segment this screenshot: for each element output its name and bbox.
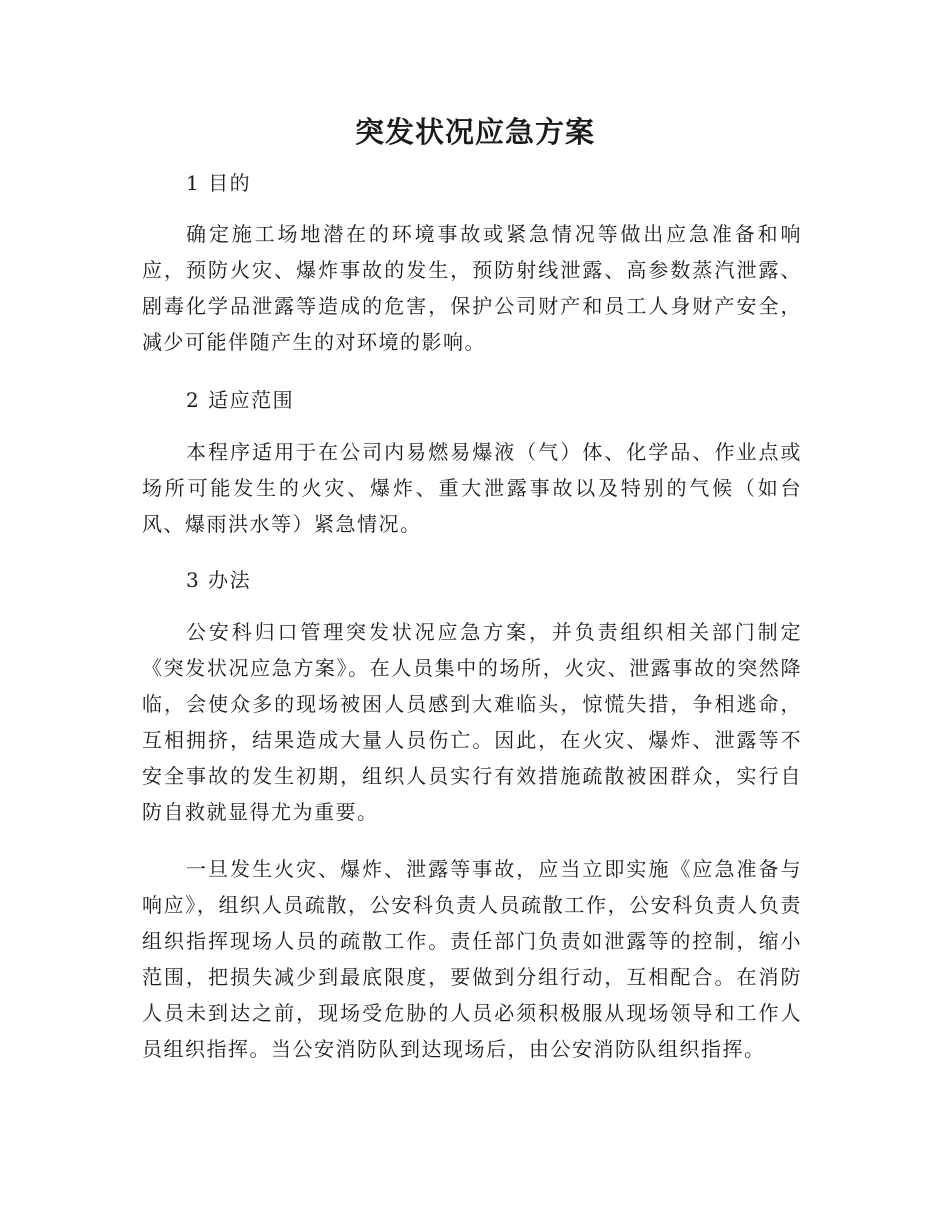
document-title: 突发状况应急方案 xyxy=(354,115,595,149)
section-heading-scope: 2 适应范围 xyxy=(186,388,295,412)
paragraph-scope: 本程序适用于在公司内易燃易爆液（气）体、化学品、作业点或场所可能发生的火灾、爆炸、重大泄露事故以及特别的气候（如台风、爆雨洪水等）紧急情况。 xyxy=(142,440,802,536)
paragraph-purpose: 确定施工场地潜在的环境事故或紧急情况等做出应急准备和响应，预防火灾、爆炸事故的发生，预防射线泄露、高参数蒸汽泄露、剧毒化学品泄露等造成的危害，保护公司财产和员工人身财产安全，减少可能伴随产生的对环境的影响。 xyxy=(142,222,802,354)
paragraph-method-2: 一旦发生火灾、爆炸、泄露等事故，应当立即实施《应急准备与响应》，组织人员疏散，公安科负责人员疏散工作，公安科负责人负责组织指挥现场人员的疏散工作。责任部门负责如泄露等的控制，缩小范围，把损失减少到最底限度，要做到分组行动，互相配合。在消防人员未到达之前，现场受危胁的人员必须积极服从现场领导和工作人员组织指挥。当公安消防队到达现场后，由公安消防队组织指挥。 xyxy=(142,857,802,1061)
paragraph-method-1: 公安科归口管理突发状况应急方案，并负责组织相关部门制定《突发状况应急方案》。在人员集中的场所，火灾、泄露事故的突然降临，会使众多的现场被困人员感到大难临头，惊慌失措，争相逃命，互相拥挤，结果造成大量人员伤亡。因此，在火灾、爆炸、泄露等不安全事故的发生初期，组织人员实行有效措施疏散被困群众，实行自防自救就显得尤为重要。 xyxy=(142,620,802,824)
section-heading-purpose: 1 目的 xyxy=(186,171,252,195)
section-heading-method: 3 办法 xyxy=(186,568,252,592)
